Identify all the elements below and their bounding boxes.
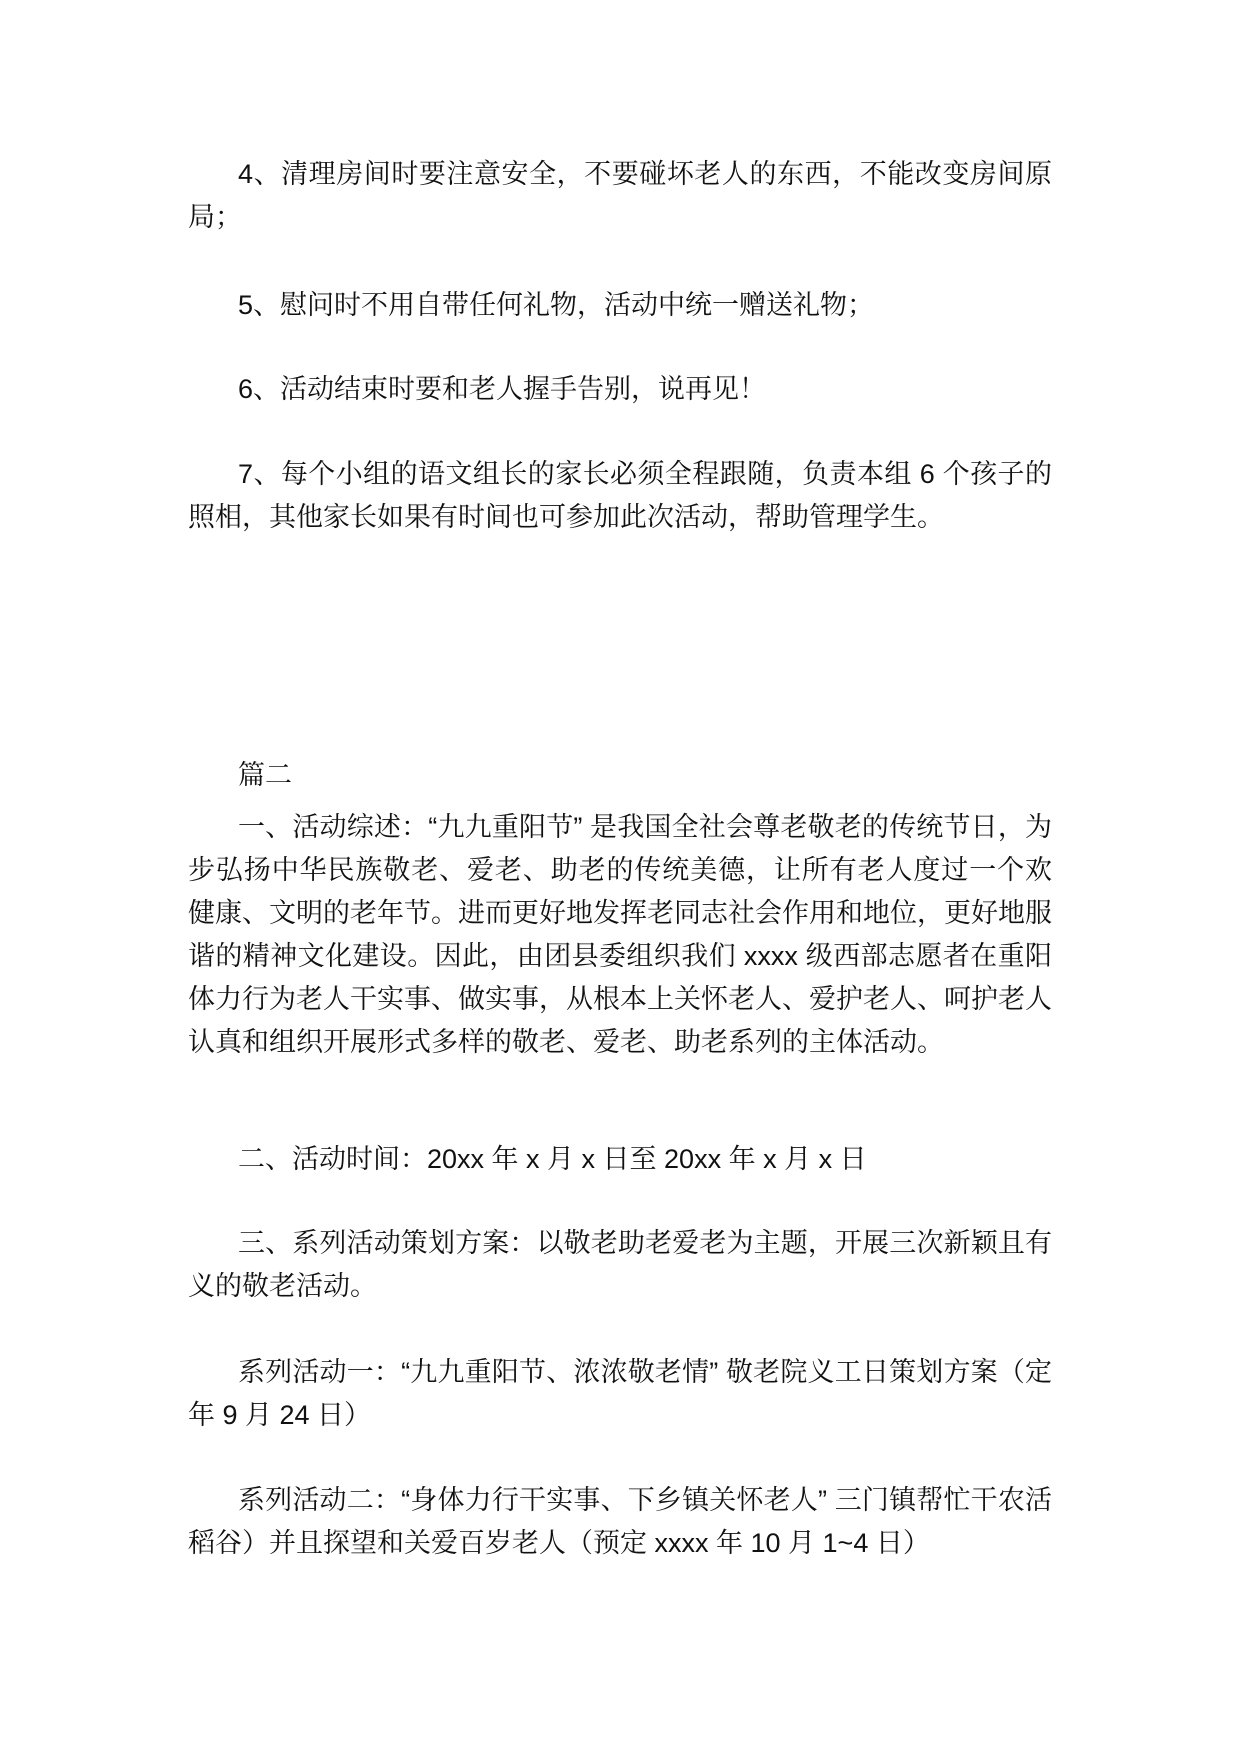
- text-line: 5、慰问时不用自带任何礼物，活动中统一赠送礼物；: [238, 290, 875, 320]
- paragraph: [188, 1479, 1052, 1565]
- section-heading: [188, 754, 1052, 797]
- text-line: 体力行为老人干实事、做实事，从根本上关怀老人、爱护老人、呵护老人: [188, 984, 1052, 1014]
- text-line: 7、每个小组的语文组长的家长必须全程跟随，负责本组 6 个孩子的: [238, 459, 1052, 489]
- paragraph: [188, 153, 1052, 239]
- text-line: 6、活动结束时要和老人握手告别，说再见！: [238, 374, 767, 404]
- text-line: 步弘扬中华民族敬老、爱老、助老的传统美德，让所有老人度过一个欢: [188, 855, 1052, 885]
- paragraph: [188, 1351, 1052, 1437]
- paragraph: [188, 284, 1052, 327]
- text-line: 局；: [188, 202, 242, 232]
- text-line: 谐的精神文化建设。因此，由团县委组织我们 xxxx 级西部志愿者在重阳: [188, 941, 1052, 971]
- text-line: 篇二: [238, 760, 292, 790]
- text-line: 义的敬老活动。: [188, 1271, 377, 1301]
- paragraph: [188, 453, 1052, 539]
- text-line: 年 9 月 24 日）: [188, 1400, 372, 1430]
- paragraph: [188, 806, 1052, 1064]
- paragraph: [188, 368, 1052, 411]
- text-line: 系列活动二：“身体力行干实事、下乡镇关怀老人” 三门镇帮忙干农活: [238, 1485, 1052, 1515]
- text-line: 系列活动一：“九九重阳节、浓浓敬老情” 敬老院义工日策划方案（定: [238, 1357, 1052, 1387]
- text-line: 二、活动时间：20xx 年 x 月 x 日至 20xx 年 x 月 x 日: [238, 1144, 867, 1174]
- text-line: 稻谷）并且探望和关爱百岁老人（预定 xxxx 年 10 月 1~4 日）: [188, 1528, 930, 1558]
- paragraph: [188, 1222, 1052, 1308]
- text-line: 三、系列活动策划方案：以敬老助老爱老为主题，开展三次新颖且有: [238, 1228, 1052, 1258]
- paragraph: [188, 1138, 1052, 1181]
- text-line: 4、清理房间时要注意安全，不要碰坏老人的东西，不能改变房间原: [238, 159, 1052, 189]
- text-line: 认真和组织开展形式多样的敬老、爱老、助老系列的主体活动。: [188, 1027, 944, 1057]
- text-line: 照相，其他家长如果有时间也可参加此次活动，帮助管理学生。: [188, 502, 944, 532]
- text-line: 健康、文明的老年节。进而更好地发挥老同志社会作用和地位，更好地服: [188, 898, 1052, 928]
- text-line: 一、活动综述：“九九重阳节” 是我国全社会尊老敬老的传统节日，为: [238, 812, 1052, 842]
